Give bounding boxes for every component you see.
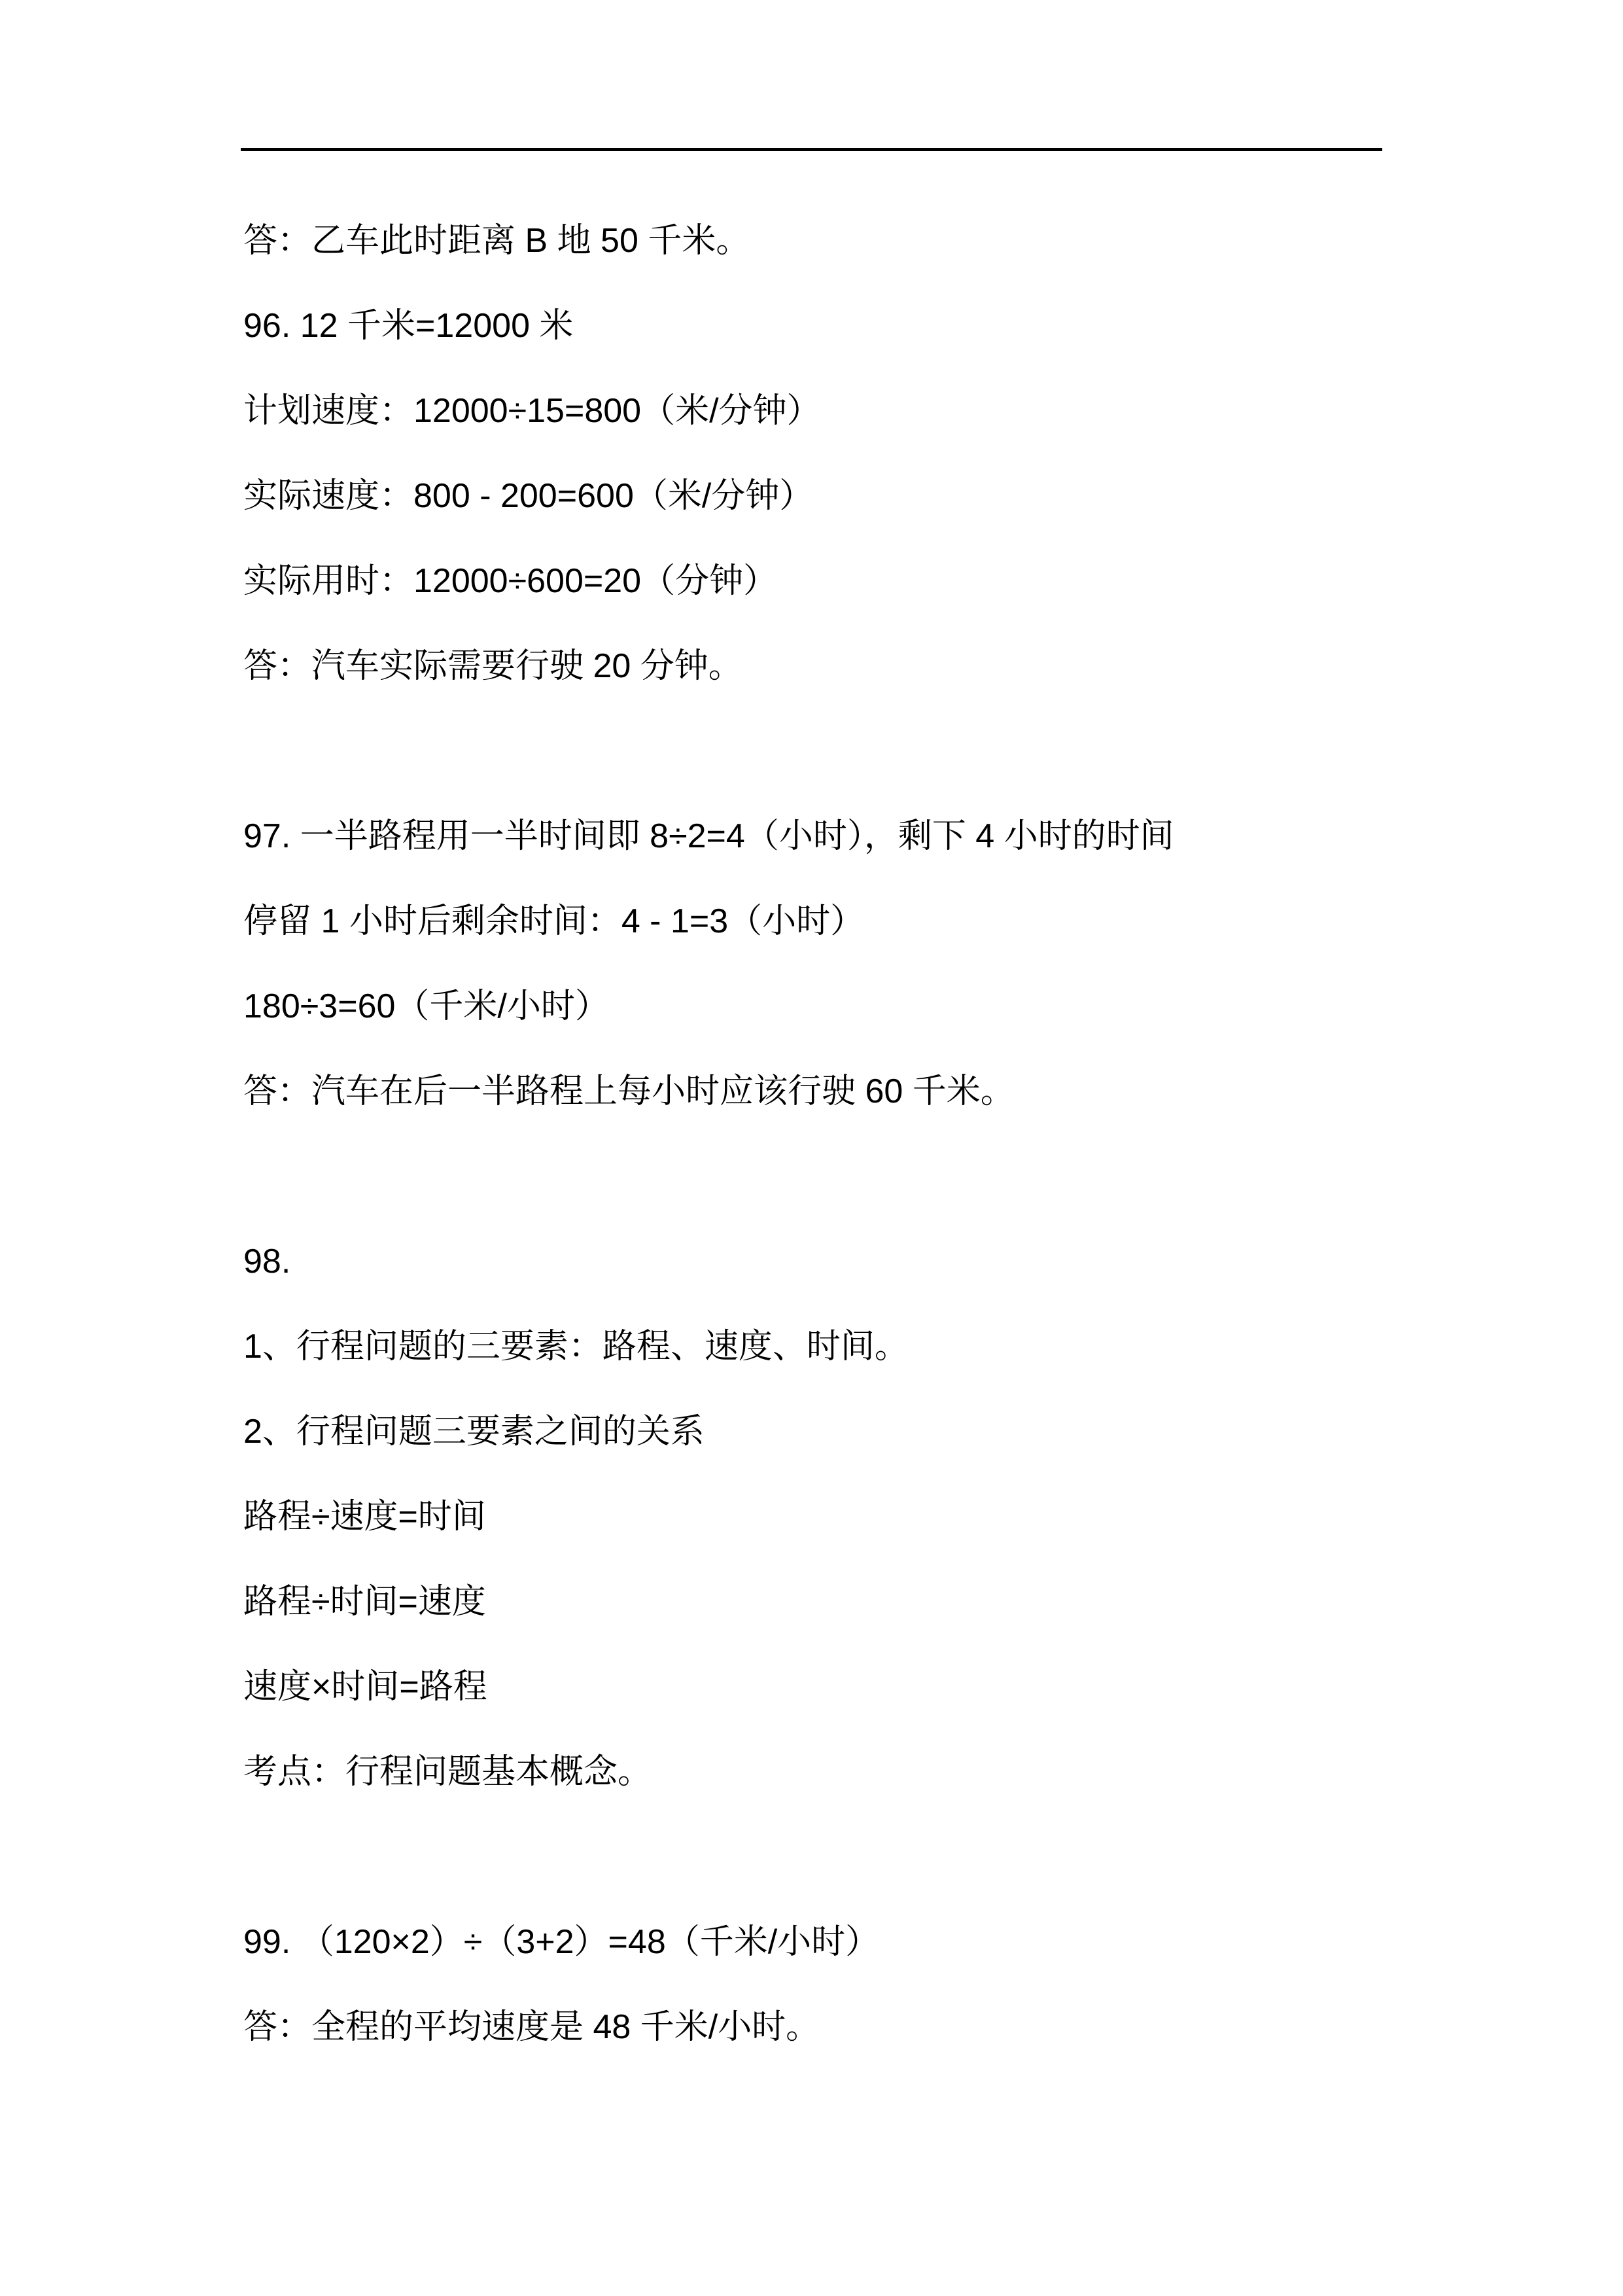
line-98-point2: 2、行程问题三要素之间的关系 [243,1413,705,1451]
section-problem-96 [243,198,1395,709]
line-96-planned-speed: 计划速度：12000÷15=800（米/分钟） [243,392,821,430]
page-body [243,198,1395,2070]
header-underline [241,148,1382,151]
line-98-number: 98. [243,1243,291,1280]
line-97-answer: 答：汽车在后一半路程上每小时应该行驶 60 千米。 [243,1072,1015,1110]
line-99-calculation: 99. （120×2）÷（3+2）=48（千米/小时） [243,1923,880,1961]
line-98-formula-distance-speed: 路程÷速度=时间 [243,1498,486,1536]
paragraph-spacer [243,709,1395,794]
line-97-step2: 停留 1 小时后剩余时间：4 - 1=3（小时） [243,902,865,940]
line-98-examined-point: 考点：行程问题基本概念。 [243,1753,652,1791]
line-96-actual-speed: 实际速度：800 - 200=600（米/分钟） [243,477,814,515]
line-98-point1: 1、行程问题的三要素：路程、速度、时间。 [243,1328,909,1366]
section-problem-99 [243,1899,1395,2070]
line-98-formula-speed-time: 速度×时间=路程 [243,1668,487,1706]
line-97-step1: 97. 一半路程用一半时间即 8÷2=4（小时），剩下 4 小时的时间 [243,817,1174,855]
paragraph-spacer [243,1814,1395,1899]
line-answer-prev-problem: 答：乙车此时距离 B 地 50 千米。 [243,222,750,260]
line-99-answer: 答：全程的平均速度是 48 千米/小时。 [243,2008,820,2046]
line-96-answer: 答：汽车实际需要行驶 20 分钟。 [243,647,742,685]
line-96-actual-time: 实际用时：12000÷600=20（分钟） [243,562,778,600]
section-problem-98 [243,1219,1395,1814]
line-98-formula-distance-time: 路程÷时间=速度 [243,1583,486,1621]
paragraph-spacer [243,1134,1395,1219]
section-problem-97 [243,794,1395,1134]
line-97-step3: 180÷3=60（千米/小时） [243,987,609,1025]
line-96-conversion: 96. 12 千米=12000 米 [243,307,574,345]
